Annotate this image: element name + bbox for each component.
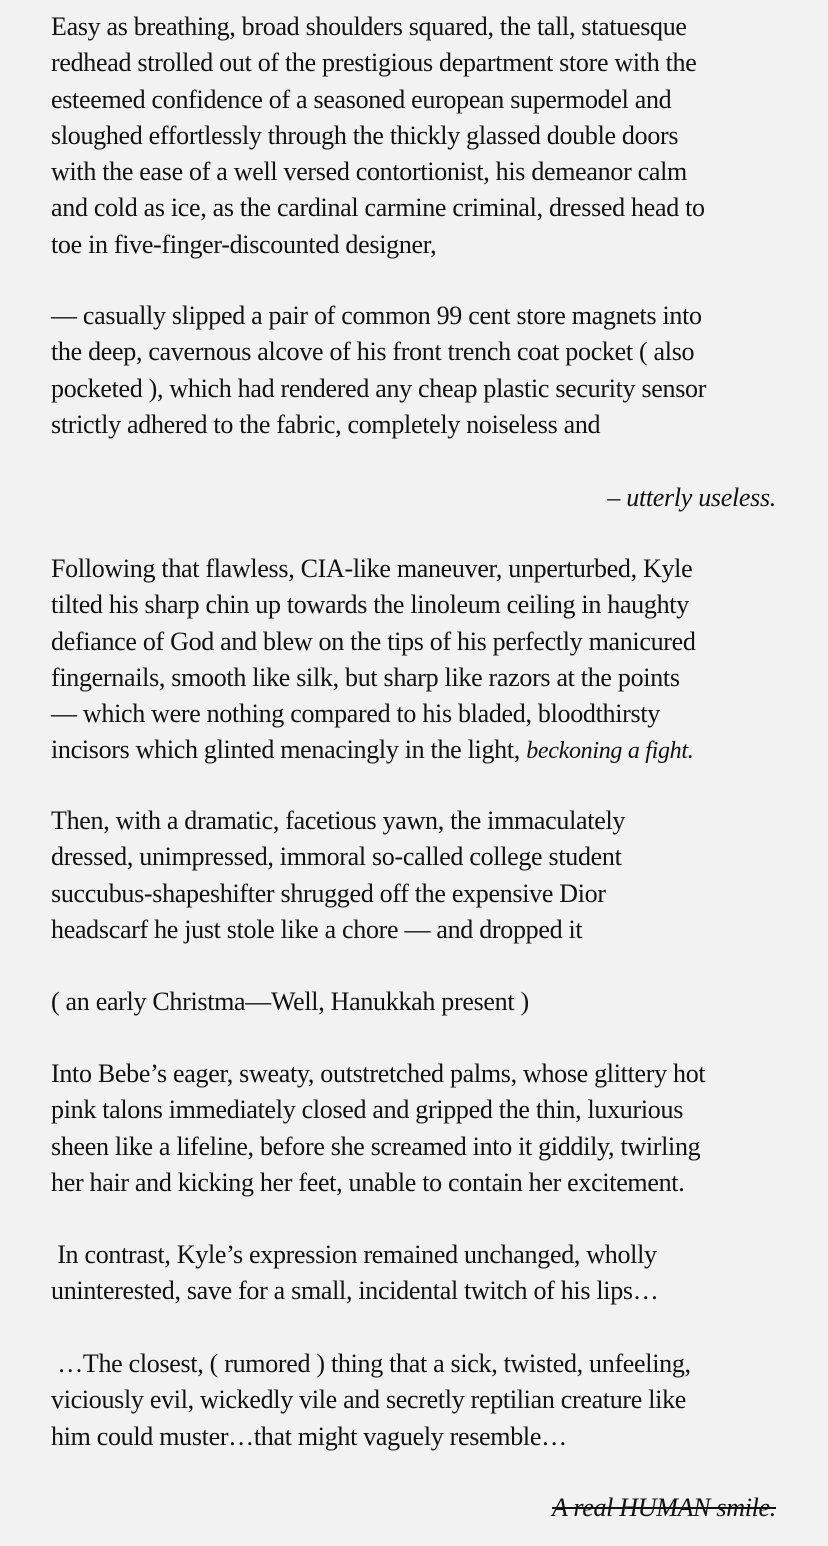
paragraph-closest (51, 1346, 791, 1455)
paragraph-following (51, 551, 791, 769)
text-line: succubus-shapeshifter shrugged off the expensive Dior (51, 878, 606, 908)
text-line: uninterested, save for a small, incidental twitch of his lips… (51, 1276, 659, 1306)
text-line: …The closest, ( rumored ) thing that a sick, twisted, unfeeling, (51, 1349, 691, 1378)
text-line: viciously evil, wickedly vile and secretly reptilian creature like (51, 1385, 687, 1415)
paragraph-opening (51, 9, 791, 263)
text-line: Then, with a dramatic, facetious yawn, the immaculately (51, 806, 626, 835)
text-line: — casually slipped a pair of common 99 cent store magnets into (51, 301, 702, 330)
text-line: Into Bebe’s eager, sweaty, outstretched palms, whose glittery hot (51, 1059, 706, 1088)
paragraph-magnets (51, 298, 791, 443)
text-line: with the ease of a well versed contortionist, his demeanor calm (51, 157, 687, 187)
text-italic-beckoning: beckoning a fight. (526, 738, 694, 765)
text-line: dressed, unimpressed, immoral so-called college student (51, 842, 622, 872)
text-line: redhead strolled out of the prestigious department store with the (51, 48, 697, 78)
paragraph-contrast (51, 1237, 791, 1310)
paragraph-utterly-useless (607, 480, 776, 516)
text-line: pocketed ), which had rendered any cheap plastic security sensor (51, 373, 707, 403)
text-line: esteemed confidence of a seasoned european supermodel and (51, 84, 672, 114)
text-line: and cold as ice, as the cardinal carmine criminal, dressed head to (51, 193, 705, 223)
text-line: sheen like a lifeline, before she screamed into it giddily, twirling (51, 1131, 701, 1161)
text-line: sloughed effortlessly through the thickly glassed double doors (51, 120, 679, 150)
text-line: — which were nothing compared to his bladed, bloodthirsty (51, 699, 660, 729)
paragraph-human-smile (552, 1490, 776, 1526)
text-line: pink talons immediately closed and gripped the thin, luxurious (51, 1095, 684, 1125)
text-line: fingernails, smooth like silk, but sharp like razors at the points (51, 662, 680, 692)
text-line-italic: – utterly useless. (607, 483, 776, 512)
text-line: Easy as breathing, broad shoulders squared, the tall, statuesque (51, 12, 687, 41)
text-line: In contrast, Kyle’s expression remained unchanged, wholly (51, 1240, 657, 1269)
paragraph-aside (51, 984, 791, 1020)
text-line: toe in five-finger-discounted designer, (51, 229, 437, 259)
text-line: the deep, cavernous alcove of his front trench coat pocket ( also (51, 337, 695, 367)
text-plain: incisors which glinted menacingly in the light, (51, 735, 527, 765)
text-line: Following that flawless, CIA-like maneuver, unperturbed, Kyle (51, 554, 693, 583)
text-line: headscarf he just stole like a chore — and dropped it (51, 914, 583, 944)
text-line-strikethrough: A real HUMAN smile. (552, 1493, 776, 1522)
text-line: defiance of God and blew on the tips of his perfectly manicured (51, 626, 696, 656)
text-line (51, 732, 791, 768)
text-line: him could muster…that might vaguely resemble… (51, 1421, 567, 1451)
text-line: strictly adhered to the fabric, completely noiseless and (51, 409, 601, 439)
paragraph-then (51, 803, 791, 948)
paragraph-bebe (51, 1056, 791, 1201)
text-line: tilted his sharp chin up towards the linoleum ceiling in haughty (51, 590, 689, 620)
text-line: her hair and kicking her feet, unable to contain her excitement. (51, 1167, 685, 1197)
text-line: ( an early Christma—Well, Hanukkah present ) (51, 987, 529, 1016)
